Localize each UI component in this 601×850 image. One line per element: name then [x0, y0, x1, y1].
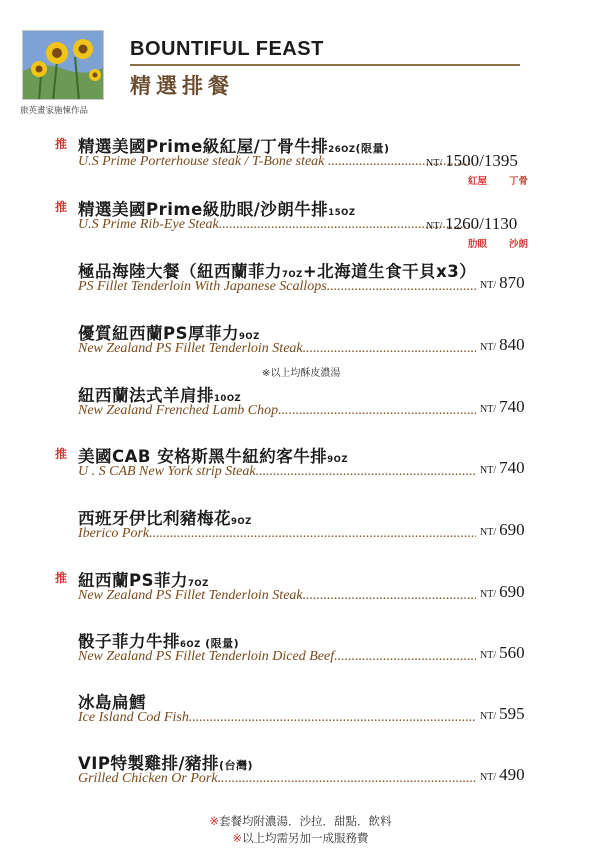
item-size: 26OZ	[328, 145, 356, 155]
item-name-en-text: Iberico Pork	[78, 526, 150, 541]
price-sub-label: 紅屋	[468, 176, 488, 187]
soup-note: ※以上均酥皮濃湯	[262, 368, 341, 379]
price-currency: NT/	[480, 711, 497, 722]
price-currency: NT/	[480, 404, 497, 415]
recommended-badge: 推	[55, 137, 68, 151]
item-name-zh-text: 紐西蘭PS菲力	[78, 571, 188, 590]
item-price	[480, 643, 525, 663]
item-name-en	[78, 771, 476, 787]
item-name-en	[78, 588, 476, 604]
item-name-zh-text: 精選美國Prime級紅屋/丁骨牛排	[78, 137, 329, 156]
item-size: 7OZ	[282, 270, 303, 280]
item-price	[480, 520, 525, 540]
item-name-en-text: New Zealand PS Fillet Tenderloin Diced Beef	[78, 649, 335, 664]
item-name-zh-text: 優質紐西蘭PS厚菲力	[78, 324, 239, 343]
price-value: 1260/1130	[445, 214, 518, 233]
footer-mark-2: ※	[232, 831, 243, 845]
price-currency: NT/	[426, 221, 443, 232]
footer-mark-1: ※	[209, 814, 220, 828]
recommended-badge: 推	[55, 571, 68, 585]
item-name-en	[78, 464, 476, 480]
price-value: 595	[499, 704, 525, 723]
price-value: 690	[499, 520, 525, 539]
sunflower-painting	[22, 30, 104, 100]
item-name-en	[78, 526, 476, 542]
price-value: 560	[499, 643, 525, 662]
price-value: 740	[499, 397, 525, 416]
item-name-en-text: U.S Prime Rib-Eye Steak	[78, 217, 219, 232]
item-name-zh-text: 紐西蘭法式羊肩排	[78, 386, 214, 405]
item-size: 6OZ	[180, 640, 201, 650]
item-name-en-text: Ice Island Cod Fish	[78, 710, 189, 725]
item-price	[480, 458, 525, 478]
item-price	[480, 335, 525, 355]
item-note: (台灣)	[219, 759, 254, 772]
item-price	[426, 214, 517, 234]
price-sub-label: 沙朗	[509, 239, 529, 250]
item-size: 15OZ	[328, 208, 356, 218]
price-value: 490	[499, 765, 525, 784]
price-value: 1500/1395	[445, 151, 518, 170]
item-name-en	[78, 217, 476, 233]
painting-caption: 旅英畫家施悚作品	[20, 106, 89, 116]
price-currency: NT/	[480, 589, 497, 600]
price-currency: NT/	[480, 527, 497, 538]
item-price	[480, 704, 525, 724]
item-price	[426, 151, 518, 171]
item-name-en-text: U . S CAB New York strip Steak	[78, 464, 256, 479]
item-name-zh-text: 極品海陸大餐（紐西蘭菲力	[78, 262, 282, 281]
price-currency: NT/	[480, 280, 497, 291]
item-name-en	[78, 649, 476, 665]
item-size: 9OZ	[231, 517, 252, 527]
item-name-en-text: New Zealand PS Fillet Tenderloin Steak	[78, 341, 303, 356]
price-currency: NT/	[480, 465, 497, 476]
price-value: 740	[499, 458, 525, 477]
item-price	[480, 582, 525, 602]
item-name-zh-text: 冰島扁鱈	[78, 693, 146, 712]
price-value: 870	[499, 273, 525, 292]
page-title-zh: 精選排餐	[130, 74, 234, 98]
price-sub-labels	[468, 173, 528, 187]
price-sub-label: 丁骨	[509, 176, 529, 187]
recommended-badge: 推	[55, 447, 68, 461]
footer-line-2	[0, 830, 601, 846]
item-name-en-text: New Zealand Frenched Lamb Chop	[78, 403, 279, 418]
item-note: (限量)	[200, 637, 240, 650]
recommended-badge: 推	[55, 200, 68, 214]
item-price	[480, 397, 525, 417]
item-name-en	[78, 403, 476, 419]
item-name-zh-text: 西班牙伊比利豬梅花	[78, 509, 231, 528]
item-size: 10OZ	[214, 394, 242, 404]
footer-line-1	[0, 813, 601, 829]
title-divider	[130, 64, 520, 66]
item-name-en	[78, 710, 476, 726]
item-name-zh-text: 骰子菲力牛排	[78, 632, 180, 651]
item-name-zh-text: VIP特製雞排/豬排	[78, 754, 220, 773]
item-name-en	[78, 154, 476, 170]
price-value: 840	[499, 335, 525, 354]
price-currency: NT/	[480, 342, 497, 353]
price-currency: NT/	[426, 158, 443, 169]
page-title-en: BOUNTIFUL FEAST	[130, 38, 324, 60]
footer-text-1: 套餐均附濃湯．沙拉．甜點．飲料	[219, 814, 392, 828]
item-name-en	[78, 341, 476, 357]
item-size: 9OZ	[238, 332, 260, 342]
item-price	[480, 273, 525, 293]
price-currency: NT/	[480, 650, 497, 661]
item-name-zh-text: 美國CAB 安格斯黑牛紐約客牛排	[78, 447, 328, 466]
item-name-en-text: PS Fillet Tenderloin With Japanese Scallops	[78, 279, 327, 294]
item-name-en-text: Grilled Chicken Or Pork	[78, 771, 218, 786]
price-currency: NT/	[480, 772, 497, 783]
item-price	[480, 765, 525, 785]
item-name-zh-text: 精選美國Prime級肋眼/沙朗牛排	[78, 200, 329, 219]
item-note: (限量)	[355, 142, 390, 155]
item-name-en	[78, 279, 476, 295]
price-value: 690	[499, 582, 525, 601]
item-name-en-text: U.S Prime Porterhouse steak / T-Bone steak .	[78, 154, 332, 169]
item-name-en-text: New Zealand PS Fillet Tenderloin Steak	[78, 588, 303, 603]
item-note: +北海道生食干貝x3）	[302, 262, 477, 281]
price-sub-label: 肋眼	[468, 239, 488, 250]
price-sub-labels	[468, 236, 528, 250]
item-size: 7OZ	[187, 579, 209, 589]
item-size: 9OZ	[327, 455, 349, 465]
footer-text-2: 以上均需另加一成服務費	[242, 831, 369, 845]
